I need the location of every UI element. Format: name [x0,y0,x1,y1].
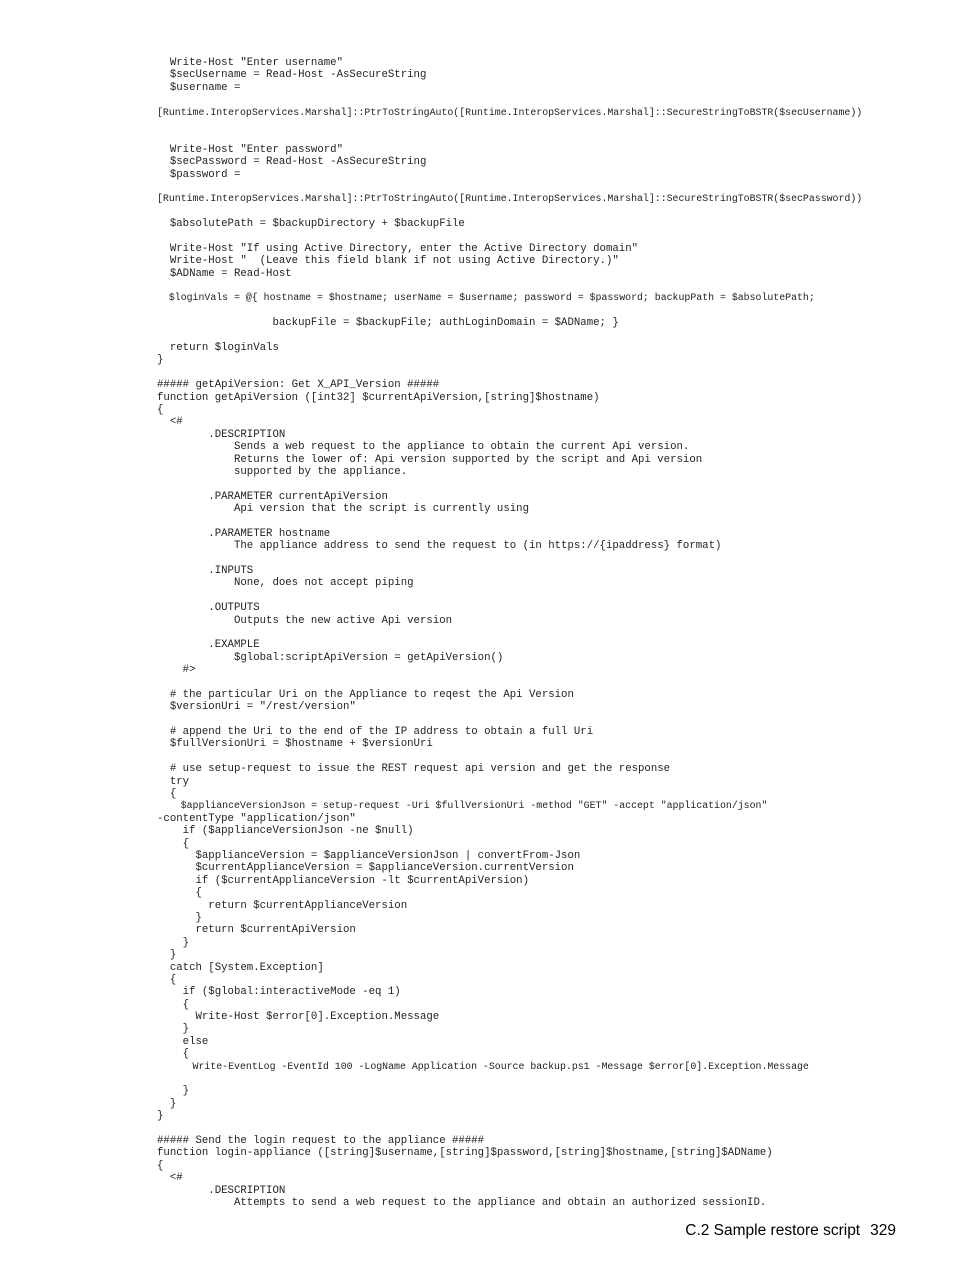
code-line [157,714,902,726]
code-line: } [157,1097,177,1110]
code-line [157,590,902,602]
code-line [157,330,902,342]
code-line [157,181,902,193]
code-line: catch [System.Exception] [157,961,324,974]
code-line [157,1073,902,1085]
code-line: else [157,1035,209,1048]
code-line: return $loginVals [157,341,279,354]
code-line: .PARAMETER hostname [157,527,331,540]
code-line: .DESCRIPTION [157,1184,286,1197]
code-line: { [157,973,177,986]
code-line: function getApiVersion ([int32] $currentApiVersion,[string]$hostname) [157,391,600,404]
code-line: { [157,403,164,416]
code-line [157,367,902,379]
code-line: .PARAMETER currentApiVersion [157,490,388,503]
code-line: $secPassword = Read-Host -AsSecureString [157,156,427,169]
code-line [157,119,902,131]
code-line: Write-Host " (Leave this field blank if not using Active Directory.)" [157,255,619,268]
code-line: } [157,936,190,949]
code-line [157,1123,902,1135]
code-line: $secUsername = Read-Host -AsSecureString [157,69,427,82]
code-line [157,677,902,689]
code-line [157,94,902,106]
code-line: return $currentApplianceVersion [157,899,408,912]
code-line: <# [157,416,183,429]
code-line [157,131,902,143]
code-line: if ($applianceVersionJson -ne $null) [157,825,414,838]
code-line: None, does not accept piping [157,577,414,590]
code-line: function login-appliance ([string]$username,[string]$password,[string]$hostname,[string]$ADName) [157,1147,773,1160]
code-line: [Runtime.InteropServices.Marshal]::PtrToStringAuto([Runtime.InteropServices.Marshal]::SecureStringToBSTR($secPassword)) [157,193,863,205]
code-line: } [157,911,202,924]
code-line: .EXAMPLE [157,639,260,652]
code-line [157,305,902,317]
code-line: try [157,775,190,788]
code-line: Outputs the new active Api version [157,614,453,627]
code-line: { [157,1159,164,1172]
code-line: } [157,949,177,962]
code-line: Write-Host "If using Active Directory, enter the Active Directory domain" [157,242,639,255]
code-line: } [157,354,164,367]
code-line: .DESCRIPTION [157,428,286,441]
code-line [157,230,902,242]
code-line: $fullVersionUri = $hostname + $versionUri [157,738,433,751]
code-line [157,478,902,490]
code-line: The appliance address to send the request to (in https://{ipaddress} format) [157,540,722,553]
code-line: { [157,788,177,801]
code-line: ##### Send the login request to the appliance ##### [157,1134,485,1147]
code-line: { [157,887,202,900]
code-line: if ($currentApplianceVersion -lt $currentApiVersion) [157,874,529,887]
code-line: Attempts to send a web request to the appliance and obtain an authorized sessionID. [157,1196,767,1209]
code-line: $applianceVersion = $applianceVersionJson | convertFrom-Json [157,850,581,862]
code-line: } [157,1085,190,1098]
code-line [157,515,902,527]
code-line: .OUTPUTS [157,602,260,615]
code-line: # use setup-request to issue the REST request api version and get the response [157,763,671,776]
code-line: $applianceVersionJson = setup-request -Uri $fullVersionUri -method "GET" -accept "application/json" [157,800,768,812]
code-line: ##### getApiVersion: Get X_API_Version ##### [157,379,440,392]
code-line: $username = [157,81,241,94]
code-line: <# [157,1172,183,1185]
code-line: $password = [157,168,241,181]
code-line: Returns the lower of: Api version supported by the script and Api version [157,453,703,466]
footer-section-title: C.2 Sample restore script [685,1222,861,1239]
code-line: Write-Host $error[0].Exception.Message [157,1011,440,1024]
code-line: $versionUri = "/rest/version" [157,701,356,714]
code-line: # append the Uri to the end of the IP address to obtain a full Uri [157,726,594,739]
code-line: { [157,837,190,850]
code-line: } [157,1023,190,1036]
code-line [157,627,902,639]
code-line: backupFile = $backupFile; authLoginDomain = $ADName; } [157,317,619,330]
code-line: .INPUTS [157,565,254,578]
code-line [157,751,902,763]
code-line: Write-Host "Enter password" [157,143,343,156]
code-line: # the particular Uri on the Appliance to reqest the Api Version [157,688,574,701]
code-line: Write-EventLog -EventId 100 -LogName Application -Source backup.ps1 -Message $error[0].Exception.Message [157,1060,809,1072]
code-line: supported by the appliance. [157,465,408,478]
code-line: $global:scriptApiVersion = getApiVersion() [157,651,504,664]
code-line: Write-Host "Enter username" [157,57,343,69]
code-line: -contentType "application/json" [157,812,356,825]
code-listing [157,57,902,1209]
code-line: { [157,1048,190,1061]
code-line: return $currentApiVersion [157,924,356,937]
code-line [157,553,902,565]
page-number: 329 [870,1222,896,1239]
code-line: { [157,998,190,1011]
code-line [157,280,902,292]
code-line: $currentApplianceVersion = $applianceVersion.currentVersion [157,862,574,875]
code-line: if ($global:interactiveMode -eq 1) [157,986,401,999]
code-line: [Runtime.InteropServices.Marshal]::PtrToStringAuto([Runtime.InteropServices.Marshal]::SecureStringToBSTR($secUsername)) [157,106,863,118]
code-line: Api version that the script is currently using [157,503,529,516]
page-footer [685,1222,896,1240]
code-line: $ADName = Read-Host [157,267,292,280]
code-line: } [157,1110,164,1123]
code-line: $absolutePath = $backupDirectory + $backupFile [157,218,465,231]
code-line [157,206,902,218]
code-line: #> [157,664,196,677]
code-line: Sends a web request to the appliance to obtain the current Api version. [157,441,690,454]
code-line: $loginVals = @{ hostname = $hostname; userName = $username; password = $password; backupPath = $absolutePath; [157,292,815,304]
